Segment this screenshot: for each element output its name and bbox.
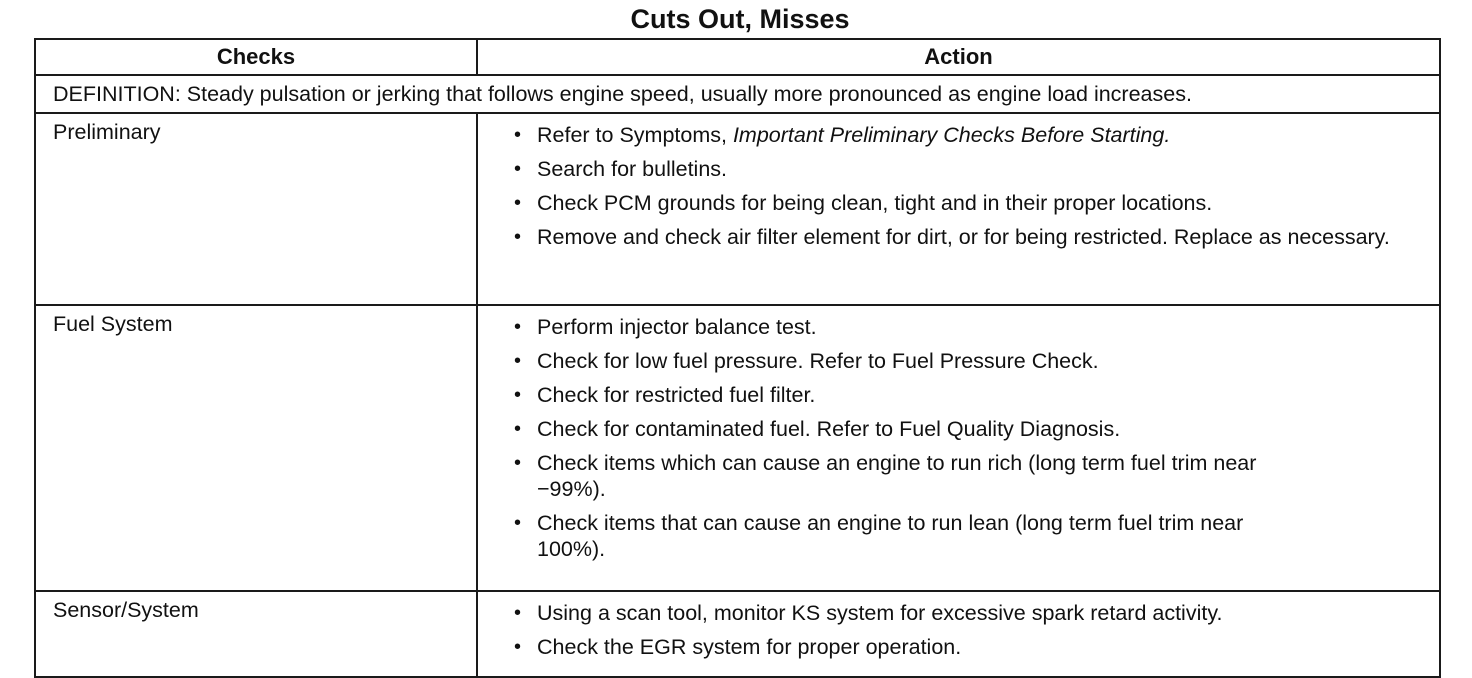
- action-cell: [477, 113, 1440, 305]
- action-item: • Check PCM grounds for being clean, tight and in their proper locations.: [478, 190, 1439, 216]
- header-row: [35, 39, 1440, 75]
- table-row: [35, 591, 1440, 677]
- table-row: [35, 113, 1440, 305]
- action-text: Refer to Symptoms,: [537, 123, 733, 147]
- action-item: • Perform injector balance test.: [478, 314, 1439, 340]
- checks-header: Checks: [35, 39, 477, 75]
- check-cell: Sensor/System: [35, 591, 477, 677]
- action-item: • Check for low fuel pressure. Refer to Fuel Pressure Check.: [478, 348, 1439, 374]
- action-item: • Check items which can cause an engine to run rich (long term fuel trim near −99%).: [478, 450, 1439, 502]
- action-item: • Search for bulletins.: [478, 156, 1439, 182]
- page-title: Cuts Out, Misses: [630, 4, 850, 34]
- diagnosis-table: [34, 38, 1441, 678]
- action-item: • Using a scan tool, monitor KS system for excessive spark retard activity.: [478, 600, 1439, 626]
- action-item: • Check the EGR system for proper operation.: [478, 634, 1439, 660]
- action-list: [478, 122, 1439, 250]
- action-header: Action: [477, 39, 1440, 75]
- action-cell: [477, 305, 1440, 591]
- action-text-italic: Important Preliminary Checks Before Starting.: [732, 123, 1171, 147]
- definition-row: [35, 75, 1440, 113]
- action-list: [478, 600, 1439, 660]
- check-cell: Preliminary: [35, 113, 477, 305]
- action-item: • Remove and check air filter element for dirt, or for being restricted. Replace as necessary.: [478, 224, 1439, 250]
- action-item: • Check items that can cause an engine to run lean (long term fuel trim near 100%).: [478, 510, 1439, 562]
- table-row: [35, 305, 1440, 591]
- check-cell: Fuel System: [35, 305, 477, 591]
- action-item: • Check for restricted fuel filter.: [478, 382, 1439, 408]
- action-item: • Check for contaminated fuel. Refer to Fuel Quality Diagnosis.: [478, 416, 1439, 442]
- action-cell: [477, 591, 1440, 677]
- definition-text: DEFINITION: Steady pulsation or jerking that follows engine speed, usually more pronounced as engine load increases.: [35, 75, 1440, 113]
- action-item: [478, 122, 1439, 148]
- action-list: [478, 314, 1439, 562]
